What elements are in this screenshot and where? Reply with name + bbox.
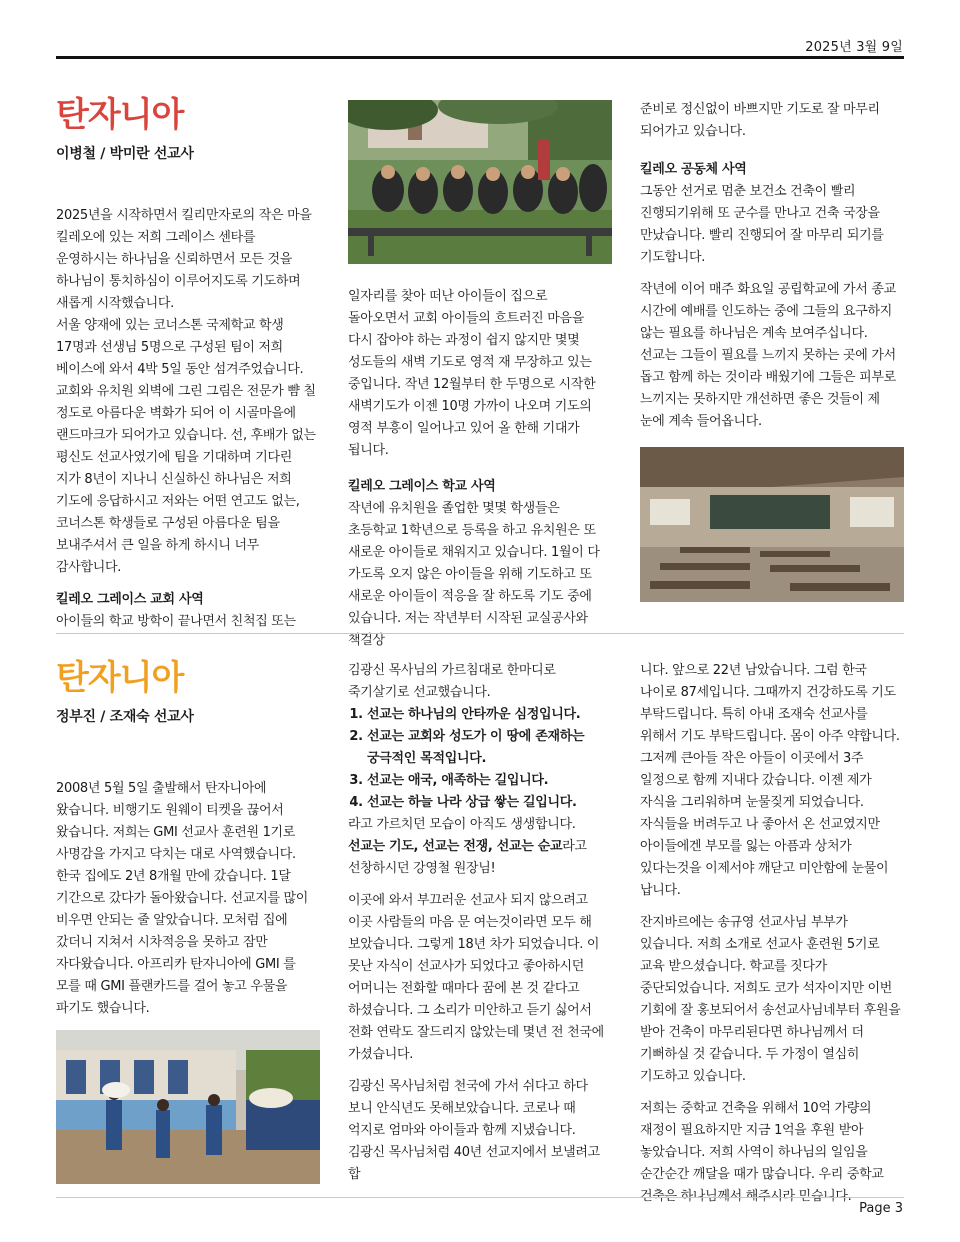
- section1-paragraph: 작년에 유치원을 졸업한 몇몇 학생들은 초등학교 1학년으로 등록을 하고 유치원은 또 새로운 아이들로 채워지고 있습니다. 1월이 다 가도록 오지 않은 아이들을 위해 기도하고 또 새로운 아이들이 적응을 잘 하도록 기도 중에 있습니다. 저는 작년부터 시작된 교실공사와 책걸상: [348, 501, 600, 648]
- section2-paragraph: 니다. 앞으로 22년 남았습니다. 그럼 한국 나이로 87세입니다. 그때까지 건강하도록 기도 부탁드립니다. 특히 아내 조재숙 선교사를 위해서 기도 부탁드립니다. 몸이 아주 약합니다. 그저께 큰아들 작은 아들이 이곳에서 3주 일정으로 함께 지내다 갔습니다. 이젠 제가 자식을 그리워하며 눈물짖게 되었습니다. 자식들을 버려두고 나 좋아서 온 선교였지만 아이들에겐 부모를 잃는 아픔과 상처가 있다는것을 이제서야 깨닫고 미안함에 눈물이 납니다.: [640, 663, 900, 898]
- slogan-rest: 라고 선창하시던 강영철 원장님!: [348, 839, 587, 876]
- section1-paragraph: 준비로 정신없이 바쁘지만 기도로 잘 마무리 되어가고 있습니다.: [640, 102, 880, 139]
- section2-paragraph: 이곳에 와서 부끄러운 선교사 되지 않으려고 이곳 사람들의 마음 문 여는것이라면 모두 해 보았습니다. 그렇게 18년 차가 되었습니다. 이 못난 자식이 선교사가 되었다고 좋아하시던 어머니는 전화할 때마다 꿈에 본 것 같다고 하셨습니다. 그 소리가 미안하고 듣기 싫어서 전화 연락도 잘드리지 않았는데 몇년 전 천국에 가셨습니다.: [348, 893, 604, 1062]
- section2-country-title: 탄자니아: [56, 658, 184, 698]
- section1-column-2: [348, 100, 612, 662]
- section1-subheading-school: 킬레오 그레이스 학교 사역: [348, 479, 496, 494]
- classroom-photo: [640, 447, 904, 602]
- section2-missionary-names: 정부진 / 조재숙 선교사: [56, 709, 194, 725]
- slogan-bold: 선교는 기도, 선교는 전쟁, 선교는 순교: [348, 839, 563, 854]
- section1-paragraph: 일자리를 찾아 떠난 아이들이 집으로 돌아오면서 교회 아이들의 흐트러진 마음을 다시 잡아야 하는 과정이 쉽지 않지만 몇몇 성도들의 새벽 기도로 영적 재 무장하고 있는 중입니다. 작년 12월부터 한 두명으로 시작한 새벽기도가 이젠 10명 가까이 나오며 기도의 영적 부흥이 일어나고 있어 올 한해 기대가 됩니다.: [348, 289, 596, 458]
- tenet-item: 1. 선교는 하나님의 안타까운 심정입니다.: [367, 704, 612, 726]
- section2-paragraph: 김광신 목사님처럼 천국에 가서 쉬다고 하다 보니 안식년도 못해보았습니다. 코로나 때 억지로 엄마와 아이들과 함께 지냈습니다. 김광신 목사님처럼 40년 선교지에서 보낼려고 합: [348, 1079, 600, 1182]
- section1-subheading-church: 킬레오 그레이스 교회 사역: [56, 592, 204, 607]
- tenet-item: 3. 선교는 애국, 애족하는 길입니다.: [367, 770, 612, 792]
- section1-paragraph: 아이들의 학교 방학이 끝나면서 친척집 또는: [56, 614, 296, 629]
- section2-paragraph: 라고 가르치던 모습이 아직도 생생합니다.: [348, 817, 576, 832]
- section2-paragraph: 김광신 목사님의 가르침대로 한마디로 죽기살기로 선교했습니다.: [348, 663, 556, 700]
- tenet-item: 2. 선교는 교회와 성도가 이 땅에 존재하는 궁극적인 목적입니다.: [367, 726, 612, 770]
- section1-column-3: [640, 99, 904, 602]
- mission-tenets-list: [348, 704, 612, 814]
- footer-rule: [56, 1197, 904, 1198]
- section-divider: [56, 633, 904, 634]
- section2-paragraph: 잔지바르에는 송규영 선교사님 부부가 있습니다. 저희 소개로 선교사 훈련원 5기로 교육 받으셨습니다. 학교를 짓다가 중단되었습니다. 저희도 코가 석자이지만 이번 기회에 잘 홍보되어서 송선교사님네부터 후원을 받아 건축이 마무리된다면 하나님께서 더 기뻐하실 것 같습니다. 두 가정이 열심히 기도하고 있습니다.: [640, 915, 901, 1084]
- section2-column-1: [56, 658, 320, 1184]
- section1-paragraph: 그동안 선거로 멈춘 보건소 건축이 빨리 진행되기위해 또 군수를 만나고 건축 국장을 만났습니다. 빨리 진행되어 잘 마무리 되기를 기도합니다.: [640, 184, 884, 265]
- section2-paragraph: 저희는 중학교 건축을 위해서 10억 가량의 재정이 필요하지만 지금 1억을 후원 받아 놓았습니다. 저희 사역이 하나님의 일임을 순간순간 깨달을 때가 많습니다. 우리 중학교 건축은 하나님께서 해주시라 믿습니다.: [640, 1101, 884, 1204]
- section1-country-title: 탄자니아: [56, 95, 184, 135]
- section2-slogan-paragraph: [348, 836, 612, 880]
- section1-missionary-names: 이병철 / 박미란 선교사: [56, 146, 194, 162]
- section2-column-2: [348, 660, 612, 1196]
- section1-paragraph: 2025년을 시작하면서 킬리만자로의 작은 마을 킬레오에 있는 저희 그레이스 센타를 운영하시는 하나님을 신뢰하면서 모든 것을 하나님이 통치하심이 이루어지도록 기도하며 새롭게 시작했습니다.: [56, 208, 312, 311]
- section1-subheading-community: 킬레오 공동체 사역: [640, 162, 747, 177]
- section2-paragraph: 2008년 5월 5일 출발해서 탄자니아에 왔습니다. 비행기도 원웨이 티켓을 끊어서 왔습니다. 저희는 GMI 선교사 훈련원 1기로 사명감을 가지고 닥치는 대로 사역했습니다. 한국 집에도 2년 8개월 만에 갔습니다. 1달 기간으로 갔다가 돌아왔습니다. 선교지를 많이 비우면 안되는 줄 알았습니다. 모처럼 집에 갔더니 지쳐서 시차적응을 못하고 잠만 자다왔습니다. 아프리카 탄자니아에 GMI 를 모를 때 GMI 플랜카드를 걸어 놓고 우물을 파기도 했습니다.: [56, 781, 309, 1016]
- issue-date: 2025년 3월 9일: [805, 40, 903, 55]
- header-rule: [56, 56, 904, 59]
- page-number: Page 3: [859, 1201, 903, 1216]
- section2-column-3: [640, 660, 904, 1218]
- section1-column-1: [56, 95, 320, 643]
- tenet-item: 4. 선교는 하늘 나라 상급 쌓는 길입니다.: [367, 792, 612, 814]
- church-gathering-photo: [348, 100, 612, 264]
- truck-unloading-photo: [56, 1030, 320, 1184]
- section1-paragraph: 서울 양재에 있는 코너스톤 국제학교 학생 17명과 선생님 5명으로 구성된 팀이 저희 베이스에 와서 4박 5일 동안 섬겨주었습니다. 교회와 유치원 외벽에 그린 그림은 전문가 뺨 칠 정도로 아름다운 벽화가 되어 이 시골마을에 랜드마크가 되어가고 있습니다. 선, 후배가 없는 평신도 선교사였기에 팀을 기대하며 기다린 지가 8년이 지나니 신실하신 하나님은 저희 기도에 응답하시고 저와는 어떤 연고도 없는, 코너스톤 학생들로 구성된 아름다운 팀을 보내주셔서 큰 일을 하게 하시니 너무 감사합니다.: [56, 318, 316, 575]
- section1-paragraph: 작년에 이어 매주 화요일 공립학교에 가서 종교 시간에 예배를 인도하는 중에 그들의 요구하지 않는 필요를 하나님은 계속 보여주십니다. 선교는 그들이 필요를 느끼지 못하는 곳에 가서 돕고 함께 하는 것이라 배웠기에 그들은 피부로 느끼지는 못하지만 개선하면 좋은 것들이 제 눈에 계속 들어옵니다.: [640, 282, 896, 429]
